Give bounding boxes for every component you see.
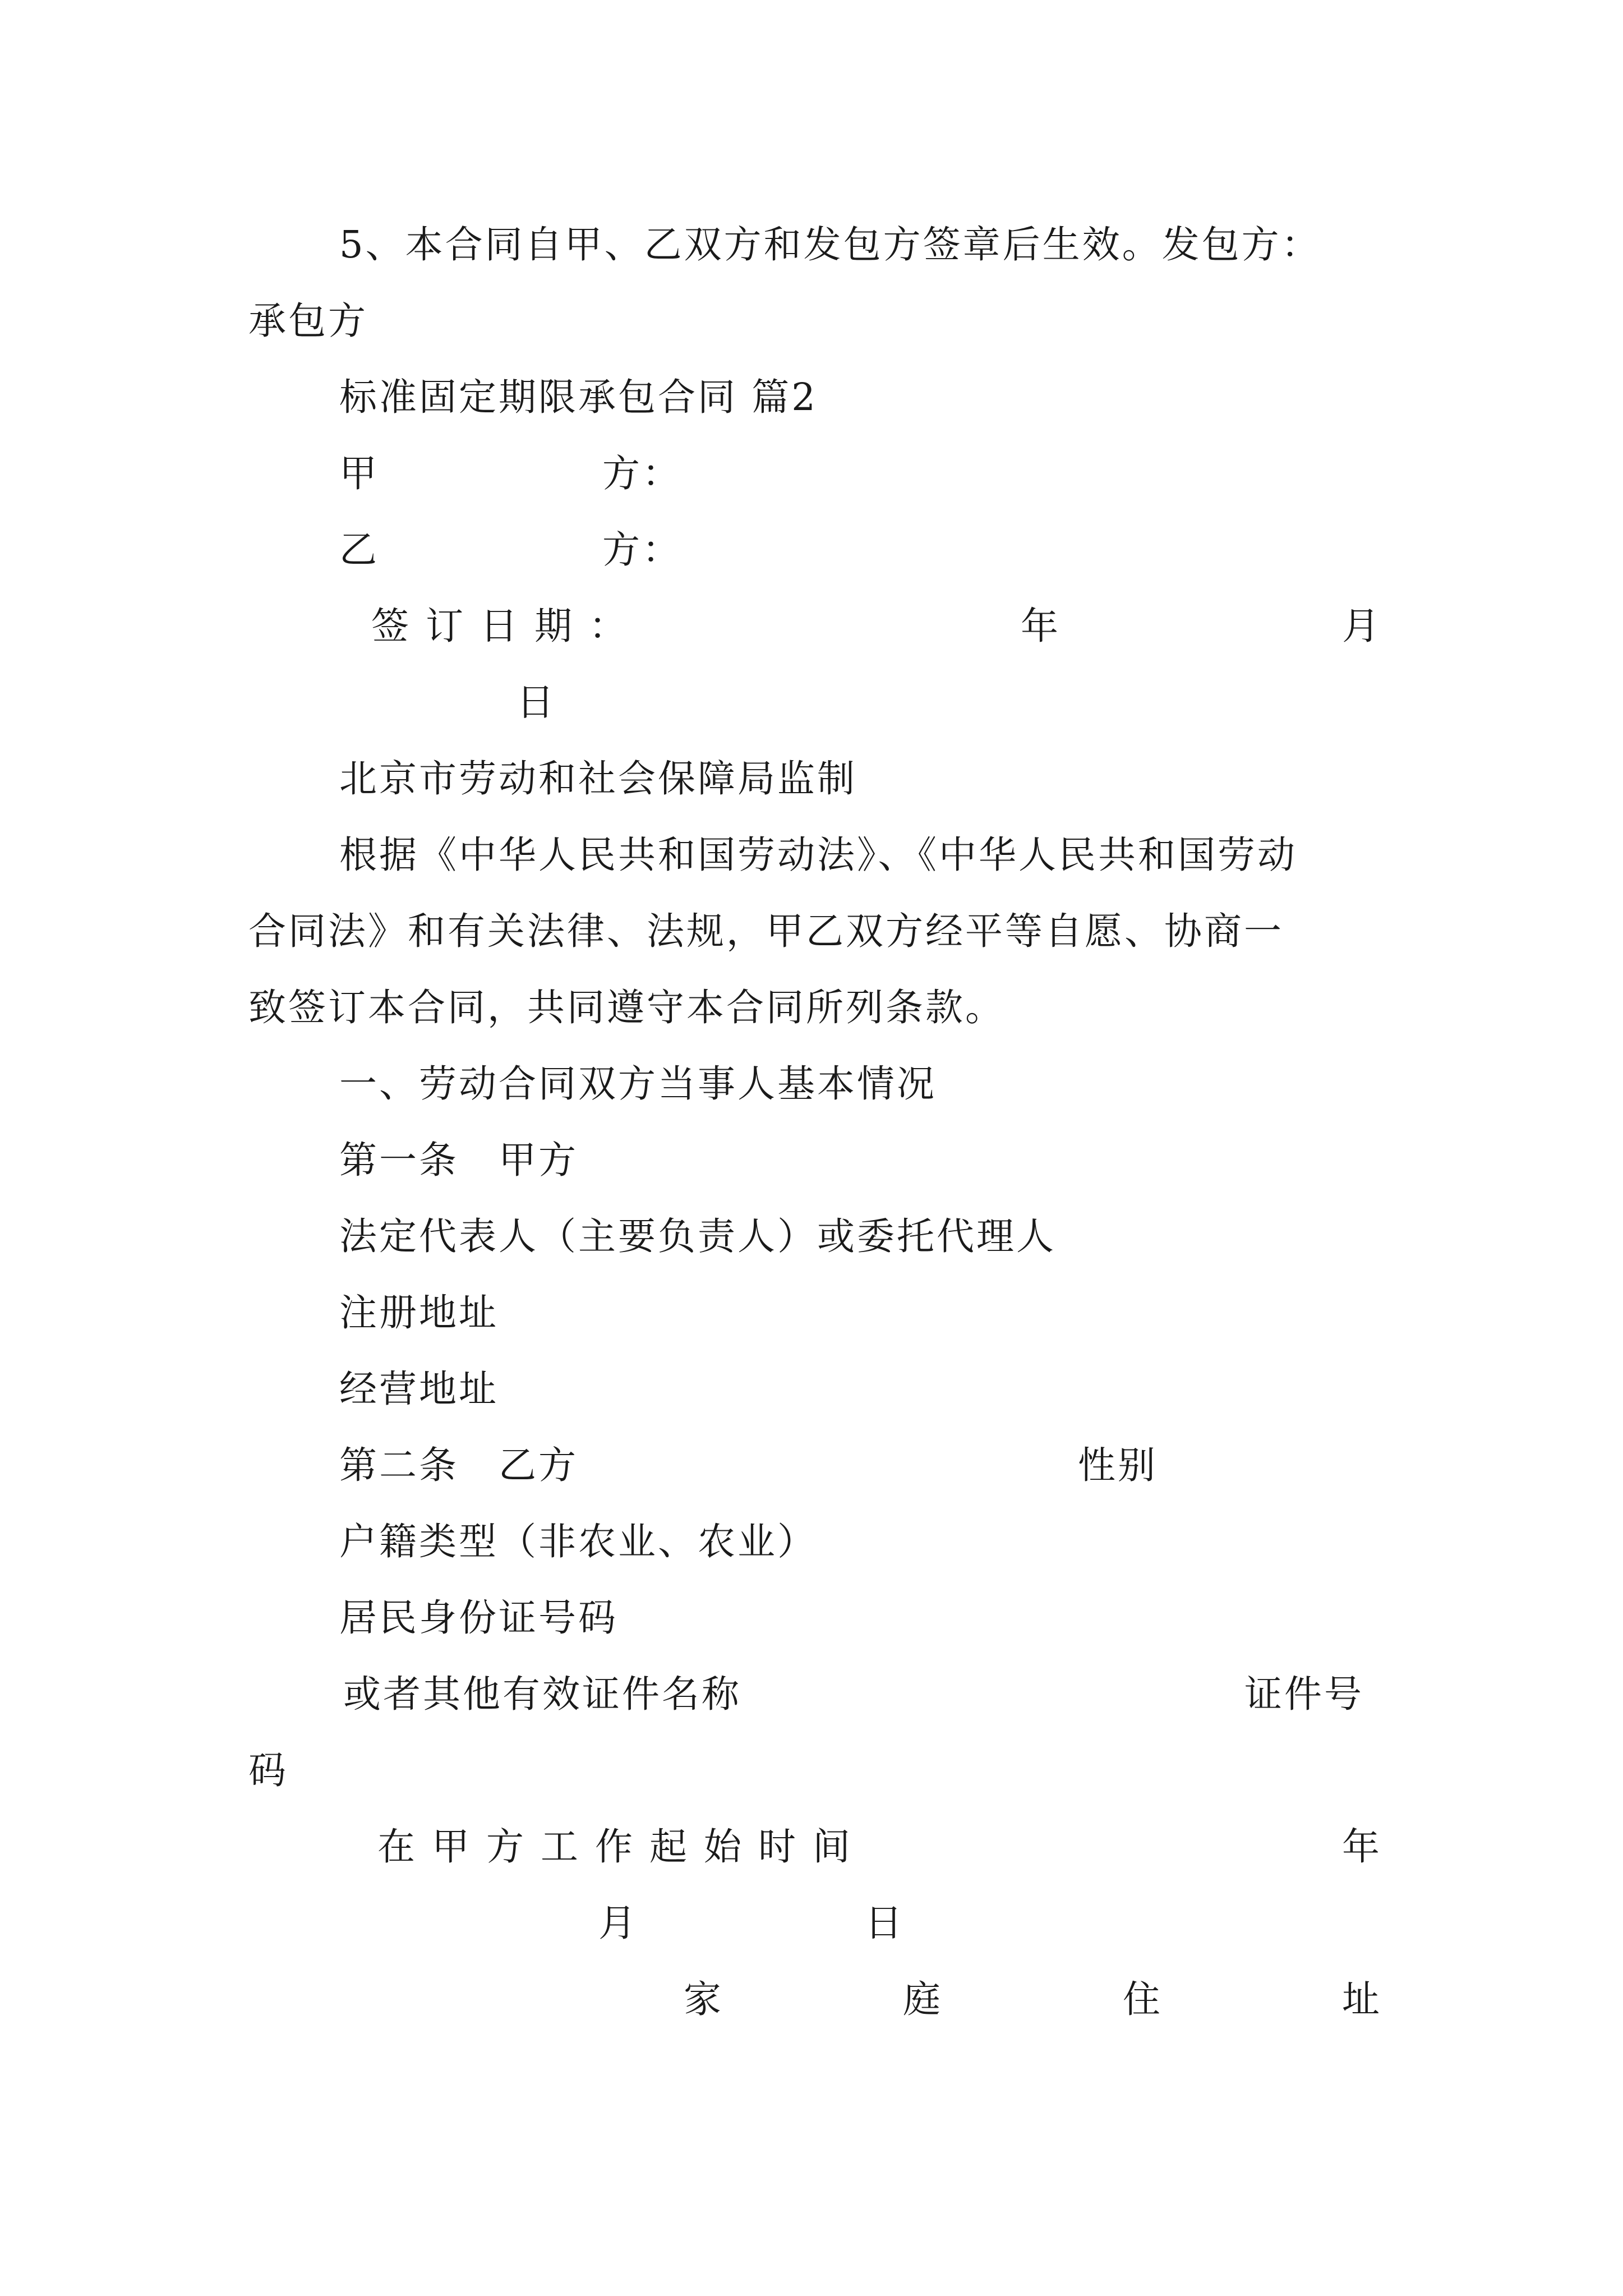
text-line: 合同法》和有关法律、法规，甲乙双方经平等自愿、协商一 bbox=[248, 909, 1284, 953]
text-line: 或者其他有效证件名称 bbox=[343, 1672, 741, 1716]
text-line: 方： bbox=[602, 528, 682, 572]
text-line: 5、本合同自甲、乙双方和发包方签章后生效。发包方： bbox=[339, 223, 1321, 266]
text-line: 承包方 bbox=[248, 299, 368, 343]
text-line: 致签订本合同，共同遵守本合同所列条款。 bbox=[248, 986, 1005, 1029]
text-line: 甲 bbox=[339, 452, 379, 495]
text-line: 码 bbox=[248, 1749, 288, 1792]
text-line: 签订日期： bbox=[371, 604, 643, 648]
text-line: 性别 bbox=[1078, 1443, 1158, 1487]
text-line: 在甲方工作起始时间 bbox=[377, 1825, 867, 1869]
text-line: 日 bbox=[517, 680, 556, 724]
text-line: 法定代表人（主要负责人）或委托代理人 bbox=[339, 1214, 1056, 1258]
text-line: 年 bbox=[1021, 604, 1061, 648]
text-line: 户籍类型（非农业、农业） bbox=[339, 1520, 817, 1563]
text-line: 家 bbox=[684, 1977, 723, 2021]
text-line: 月 bbox=[1342, 604, 1382, 648]
text-line: 根据《中华人民共和国劳动法》、《中华人民共和国劳动 bbox=[339, 833, 1297, 877]
text-line: 年 bbox=[1342, 1825, 1382, 1869]
text-line: 第一条 甲方 bbox=[339, 1138, 578, 1182]
text-line: 庭 bbox=[903, 1977, 943, 2021]
text-line: 住 bbox=[1123, 1977, 1163, 2021]
text-line: 经营地址 bbox=[339, 1367, 499, 1411]
text-line: 标准固定期限承包合同 篇2 bbox=[339, 375, 818, 419]
text-line: 址 bbox=[1342, 1977, 1382, 2021]
text-line: 第二条 乙方 bbox=[339, 1443, 578, 1487]
text-line: 日 bbox=[865, 1901, 905, 1945]
text-line: 乙 bbox=[339, 528, 379, 572]
text-line: 证件号 bbox=[1244, 1672, 1364, 1716]
text-line: 居民身份证号码 bbox=[339, 1596, 618, 1640]
text-line: 月 bbox=[598, 1901, 638, 1945]
text-line: 注册地址 bbox=[339, 1291, 499, 1335]
text-line: 一、劳动合同双方当事人基本情况 bbox=[339, 1062, 937, 1106]
text-line: 方： bbox=[602, 452, 682, 495]
text-line: 北京市劳动和社会保障局监制 bbox=[339, 757, 857, 800]
